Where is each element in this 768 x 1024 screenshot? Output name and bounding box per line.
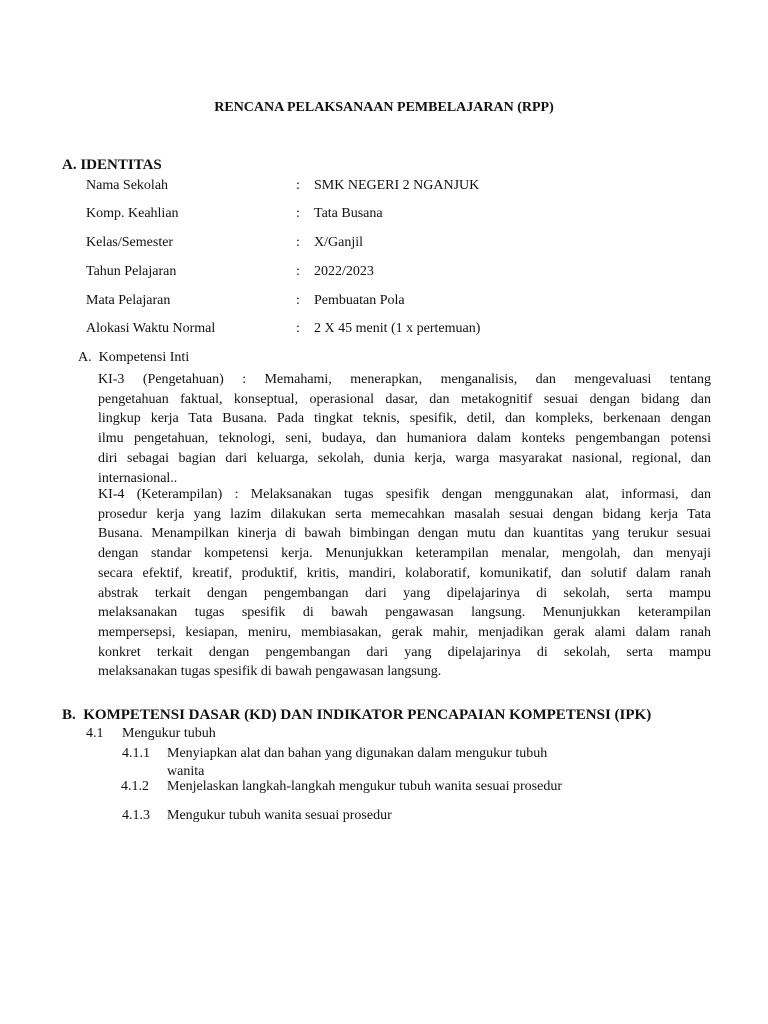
paragraph-line: lingkup kerja Tata Busana. Pada tingkat teknis, spesifik, detil, dan kompleks, berkenaan dengan bbox=[98, 411, 711, 427]
identity-label: Nama Sekolah bbox=[86, 178, 169, 193]
paragraph-line: diri sebagai bagian dari keluarga, sekolah, dunia kerja, warga masyarakat nasional, regional, dan bbox=[98, 450, 711, 466]
identity-value: 2 X 45 menit (1 x pertemuan) bbox=[314, 321, 481, 336]
paragraph-line: KI-3 (Pengetahuan) : Memahami, menerapkan, menganalisis, dan mengevaluasi tentang bbox=[98, 372, 711, 387]
kompetensi-inti-heading: A. Kompetensi Inti bbox=[78, 350, 190, 365]
section-b-heading: B. KOMPETENSI DASAR (KD) DAN INDIKATOR PENCAPAIAN KOMPETENSI (IPK) bbox=[62, 707, 652, 723]
identity-label: Tahun Pelajaran bbox=[86, 264, 177, 279]
paragraph-line: mempersepsi, kesiapan, meniru, membiasakan, gerak mahir, menjadikan gerak alami dalam ranah bbox=[98, 624, 711, 640]
identity-label: Komp. Keahlian bbox=[86, 206, 179, 221]
ipk-text: Menjelaskan langkah-langkah mengukur tubuh wanita sesuai prosedur bbox=[167, 779, 563, 794]
paragraph-line: dengan standar kompetensi kerja. Menunjukkan keterampilan menalar, mengolah, dan menyaji bbox=[98, 546, 711, 562]
paragraph-line: internasional.. bbox=[98, 470, 178, 486]
paragraph-line: secara efektif, kreatif, produktif, kritis, mandiri, kolaboratif, komunikatif, dan solutif dalam ranah bbox=[98, 565, 711, 581]
kd-number: 4.1 bbox=[86, 726, 104, 741]
ipk-text: Menyiapkan alat dan bahan yang digunakan dalam mengukur tubuh bbox=[167, 746, 548, 761]
identity-label: Mata Pelajaran bbox=[86, 293, 171, 308]
identity-colon: : bbox=[296, 264, 300, 279]
ipk-number: 4.1.3 bbox=[122, 808, 150, 823]
page-title: RENCANA PELAKSANAAN PEMBELAJARAN (RPP) bbox=[214, 100, 554, 115]
section-a-heading: A. IDENTITAS bbox=[62, 157, 162, 173]
paragraph-line: prosedur kerja yang lazim dilakukan serta memecahkan masalah sesuai dengan bidang kerja Tata bbox=[98, 506, 711, 522]
identity-colon: : bbox=[296, 293, 300, 308]
ipk-number: 4.1.1 bbox=[122, 746, 150, 761]
paragraph-line: melaksanakan tugas spesifik di bawah pengawasan langsung. bbox=[98, 664, 442, 680]
identity-label: Alokasi Waktu Normal bbox=[86, 321, 216, 336]
identity-label: Kelas/Semester bbox=[86, 235, 174, 250]
paragraph-line: KI-4 (Keterampilan) : Melaksanakan tugas spesifik dengan menggunakan alat, informasi, dan bbox=[98, 487, 711, 502]
identity-colon: : bbox=[296, 235, 300, 250]
identity-value: X/Ganjil bbox=[314, 235, 363, 250]
identity-colon: : bbox=[296, 178, 300, 193]
identity-value: SMK NEGERI 2 NGANJUK bbox=[314, 178, 480, 193]
paragraph-line: ilmu pengetahuan, teknologi, seni, budaya, dan humaniora dalam konteks pengembangan potensi bbox=[98, 431, 711, 447]
ipk-text: Mengukur tubuh wanita sesuai prosedur bbox=[167, 808, 392, 823]
paragraph-line: konkret terkait dengan pengembangan dari yang dipelajarinya di sekolah, serta mampu bbox=[98, 644, 711, 660]
identity-value: Pembuatan Pola bbox=[314, 293, 405, 308]
ipk-number: 4.1.2 bbox=[121, 779, 149, 794]
paragraph-line: melaksanakan tugas spesifik di bawah pengawasan langsung. Menunjukkan keterampilan bbox=[98, 605, 711, 621]
identity-colon: : bbox=[296, 206, 300, 221]
ipk-text-continued: wanita bbox=[167, 764, 205, 779]
identity-colon: : bbox=[296, 321, 300, 336]
kd-label: Mengukur tubuh bbox=[122, 726, 216, 741]
ki3-paragraph bbox=[98, 370, 711, 488]
paragraph-line: abstrak terkait dengan pengembangan dari yang dipelajarinya di sekolah, serta mampu bbox=[98, 585, 711, 601]
identity-value: 2022/2023 bbox=[314, 264, 374, 279]
ki4-paragraph bbox=[98, 485, 711, 682]
paragraph-line: pengetahuan faktual, konseptual, operasional dasar, dan metakognitif sesuai dengan bidang dan bbox=[98, 391, 711, 407]
paragraph-line: Busana. Menampilkan kinerja di bawah bimbingan dengan mutu dan kuantitas yang terukur sesuai bbox=[98, 526, 711, 542]
identity-value: Tata Busana bbox=[314, 206, 383, 221]
